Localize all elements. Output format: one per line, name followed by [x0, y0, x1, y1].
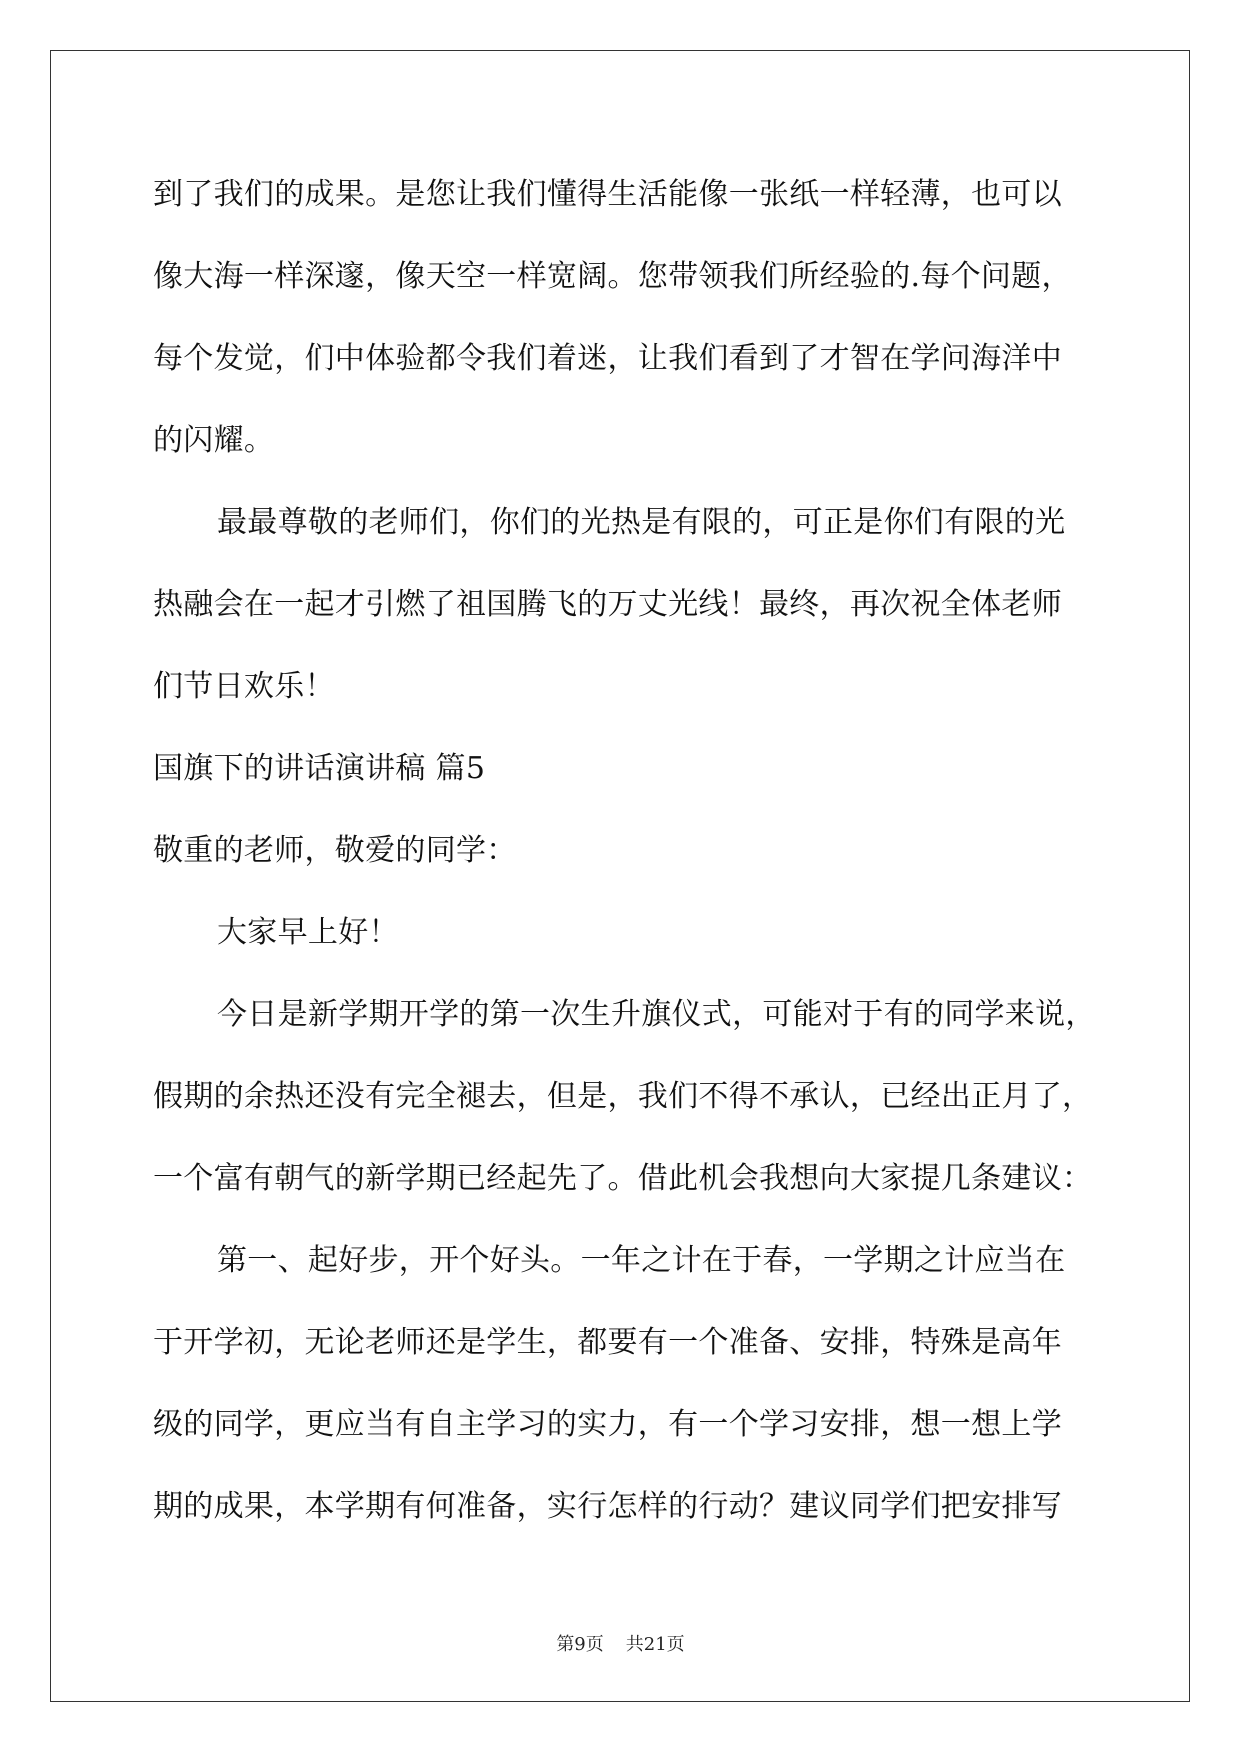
page-total: 共21页	[625, 1634, 685, 1655]
text-line: 第一、起好步，开个好头。一年之计在于春，一学期之计应当在	[217, 1243, 1066, 1278]
text-line: 最最尊敬的老师们，你们的光热是有限的，可正是你们有限的光	[217, 505, 1066, 540]
section-heading: 国旗下的讲话演讲稿 篇5	[153, 751, 486, 786]
text-line: 期的成果，本学期有何准备，实行怎样的行动？建议同学们把安排写	[153, 1489, 1062, 1524]
greeting: 大家早上好！	[217, 915, 399, 950]
text-line: 每个发觉，们中体验都令我们着迷，让我们看到了才智在学问海洋中	[153, 341, 1062, 376]
text-line: 热融会在一起才引燃了祖国腾飞的万丈光线！最终，再次祝全体老师	[153, 587, 1062, 622]
text-line: 假期的余热还没有完全褪去，但是，我们不得不承认，已经出正月了，	[153, 1079, 1093, 1114]
text-line: 今日是新学期开学的第一次生升旗仪式，可能对于有的同学来说，	[217, 997, 1096, 1032]
text-line: 级的同学，更应当有自主学习的实力，有一个学习安排，想一想上学	[153, 1407, 1062, 1442]
text-line: 们节日欢乐！	[153, 669, 335, 704]
text-line: 的闪耀。	[153, 423, 275, 458]
page-number: 第9页	[556, 1634, 604, 1655]
text-line: 一个富有朝气的新学期已经起先了。借此机会我想向大家提几条建议：	[153, 1161, 1093, 1196]
text-line: 像大海一样深邃，像天空一样宽阔。您带领我们所经验的.每个问题，	[153, 259, 1072, 294]
salutation: 敬重的老师，敬爱的同学：	[153, 833, 517, 868]
page-footer	[0, 1630, 1241, 1656]
text-line: 到了我们的成果。是您让我们懂得生活能像一张纸一样轻薄，也可以	[153, 177, 1062, 212]
document-body	[153, 160, 1113, 1554]
text-line: 于开学初，无论老师还是学生，都要有一个准备、安排，特殊是高年	[153, 1325, 1062, 1360]
